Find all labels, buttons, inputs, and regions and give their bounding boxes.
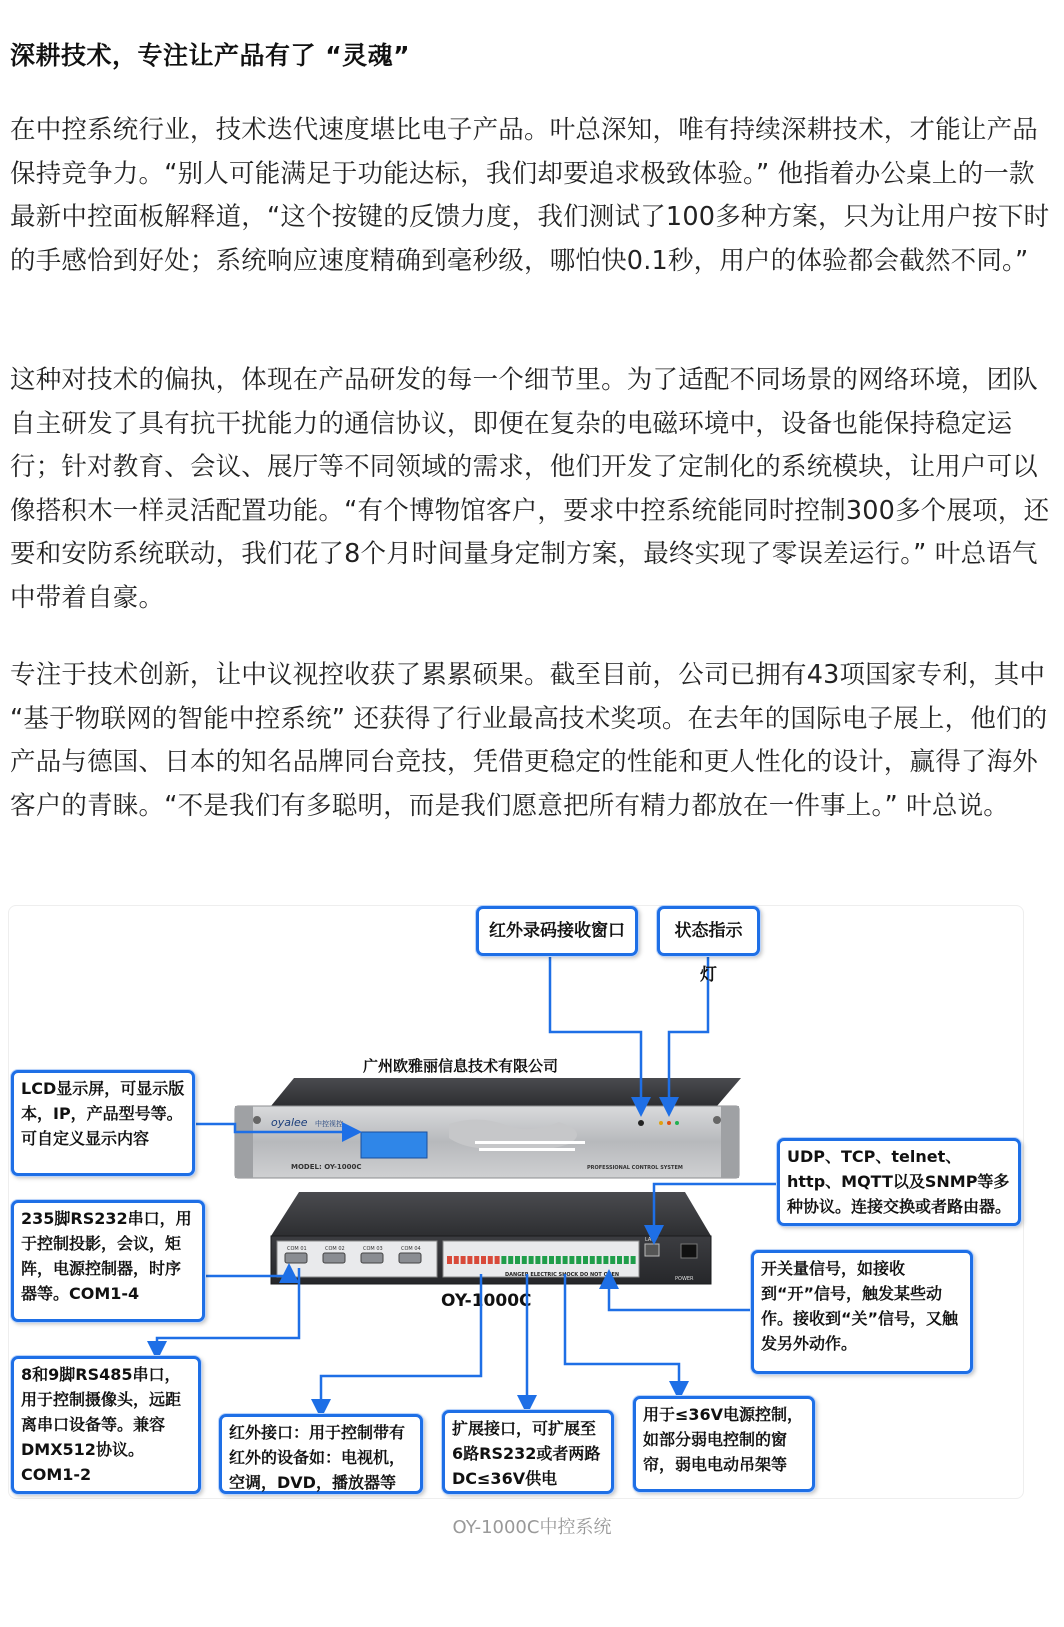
terminal-pin <box>603 1256 608 1264</box>
terminal-pin <box>535 1256 540 1264</box>
terminal-pin <box>583 1256 588 1264</box>
terminal-pin <box>529 1256 534 1264</box>
power-socket <box>681 1244 697 1258</box>
rack-ear-left <box>235 1106 253 1178</box>
terminal-pin <box>474 1256 479 1264</box>
terminal-pin <box>590 1256 595 1264</box>
terminal-pin <box>467 1256 472 1264</box>
front-unit <box>235 1057 741 1178</box>
callout-network: UDP、TCP、telnet、http、MQTT以及SNMP等多种协议。连接交换或者路由器。 <box>777 1138 1021 1226</box>
terminal-pin <box>610 1256 615 1264</box>
paragraph-1: 在中控系统行业，技术迭代速度堪比电子产品。叶总深知，唯有持续深耕技术，才能让产品保持竞争力。“别人可能满足于功能达标，我们却要追求极致体验。” 他指着办公桌上的一款最新中控面板解释道，“这个按键的反馈力度，我们测试了100多种方案，只为让用户按下时的手感恰到好处；系统响应速度精确到毫秒级，哪怕快0.1秒，用户的体验都会截然不同。” <box>10 115 1050 276</box>
terminal-pin <box>522 1256 527 1264</box>
terminal-pin <box>617 1256 622 1264</box>
lan-port <box>645 1244 659 1256</box>
lan-label: LAN <box>645 1237 656 1243</box>
rear-model-label: OY-1000C <box>441 1291 532 1311</box>
db9-port <box>285 1253 307 1263</box>
terminal-pin <box>454 1256 459 1264</box>
callout-expand: 扩展接口，可扩展至6路RS232或者两路DC≤36V供电 <box>442 1410 614 1494</box>
front-model-label: MODEL: OY-1000C <box>291 1163 362 1171</box>
paragraph-2: 这种对技术的偏执，体现在产品研发的每一个细节里。为了适配不同场景的网络环境，团队自主研发了具有抗干扰能力的通信协议，即便在复杂的电磁环境中，设备也能保持稳定运行；针对教育、会议、展厅等不同领域的需求，他们开发了定制化的系统模块，让用户可以像搭积木一样灵活配置功能。“有个博物馆客户，要求中控系统能同时控制300多个展项，还要和安防系统联动，我们花了8个月时间量身定制方案，最终实现了零误差运行。” 叶总语气中带着自豪。 <box>10 365 1050 613</box>
rack-ear-right <box>721 1106 739 1178</box>
callout-power-ctrl: 用于≤36V电源控制，如部分弱电控制的窗帘，弱电电动吊架等 <box>633 1396 815 1492</box>
terminal-pin <box>501 1256 506 1264</box>
callout-switch: 开关量信号，如接收到“开”信号，触发某些动作。接收到“关”信号，又触发另外动作。 <box>751 1250 973 1374</box>
terminal-pin <box>508 1256 513 1264</box>
db9-port <box>361 1253 383 1263</box>
device-top-surface <box>271 1078 741 1106</box>
led-2 <box>667 1121 671 1125</box>
callout-rs232: 235脚RS232串口，用于控制投影，会议，矩阵，电源控制器，时序器等。COM1-4 <box>11 1200 205 1322</box>
terminal-pin <box>447 1256 452 1264</box>
company-name: 广州欧雅丽信息技术有限公司 <box>363 1057 559 1075</box>
terminal-pin <box>481 1256 486 1264</box>
callout-rs485: 8和9脚RS485串口，用于控制摄像头，远距离串口设备等。兼容DMX512协议。COM1-2 <box>11 1356 201 1494</box>
product-diagram <box>8 905 1024 1499</box>
terminal-pin <box>597 1256 602 1264</box>
terminal-pin <box>563 1256 568 1264</box>
terminal-pin <box>576 1256 581 1264</box>
callout-ir-out: 红外接口：用于控制带有红外的设备如：电视机，空调，DVD，播放器等 <box>219 1414 423 1494</box>
com-label: COM 03 <box>363 1246 383 1252</box>
led-1 <box>659 1121 663 1125</box>
com-label: COM 02 <box>325 1246 345 1252</box>
terminal-pin <box>624 1256 629 1264</box>
com-label: COM 04 <box>401 1246 421 1252</box>
callout-status-led: 状态指示灯 <box>657 906 760 956</box>
terminal-pin <box>488 1256 493 1264</box>
terminal-pin <box>495 1256 500 1264</box>
connector-power-ctrl <box>565 1274 679 1396</box>
lcd-screen <box>361 1132 427 1158</box>
callout-connectors <box>157 956 777 1414</box>
terminal-pin <box>515 1256 520 1264</box>
db9-port <box>323 1253 345 1263</box>
led-3 <box>675 1121 679 1125</box>
warning-label: DANGER ELECTRIC SHOCK DO NOT OPEN <box>505 1272 620 1278</box>
figure-caption: OY-1000C中控系统 <box>452 1517 612 1538</box>
paragraph-3: 专注于技术创新，让中议视控收获了累累硕果。截至目前，公司已拥有43项国家专利，其中 “基于物联网的智能中控系统” 还获得了行业最高技术奖项。在去年的国际电子展上，他们的产品与德国、日本的知名品牌同台竞技，凭借更稳定的性能和更人性化的设计，赢得了海外客户的青睐。“不是我们有多聪明，而是我们愿意把所有精力都放在一件事上。” 叶总说。 <box>10 660 1048 821</box>
brand-logo: oyalee <box>271 1116 308 1129</box>
com-label: COM 01 <box>287 1246 307 1252</box>
callout-ir-learn: 红外录码接收窗口 <box>476 906 638 956</box>
rear-top-surface <box>271 1192 711 1236</box>
terminal-pin <box>631 1256 636 1264</box>
callout-lcd: LCD显示屏，可显示版本，IP，产品型号等。可自定义显示内容 <box>11 1070 195 1176</box>
db9-port <box>399 1253 421 1263</box>
power-label: POWER <box>675 1276 694 1282</box>
terminal-pin <box>569 1256 574 1264</box>
panel-tagline: PROFESSIONAL CONTROL SYSTEM <box>587 1165 683 1171</box>
terminal-pin <box>549 1256 554 1264</box>
terminal-pin <box>542 1256 547 1264</box>
terminal-pin <box>556 1256 561 1264</box>
brand-sub: 中控视控 <box>315 1120 343 1128</box>
terminal-pin <box>461 1256 466 1264</box>
rear-unit <box>271 1192 711 1311</box>
ir-window <box>638 1120 644 1126</box>
section-heading: 深耕技术，专注让产品有了 “灵魂” <box>10 41 411 70</box>
